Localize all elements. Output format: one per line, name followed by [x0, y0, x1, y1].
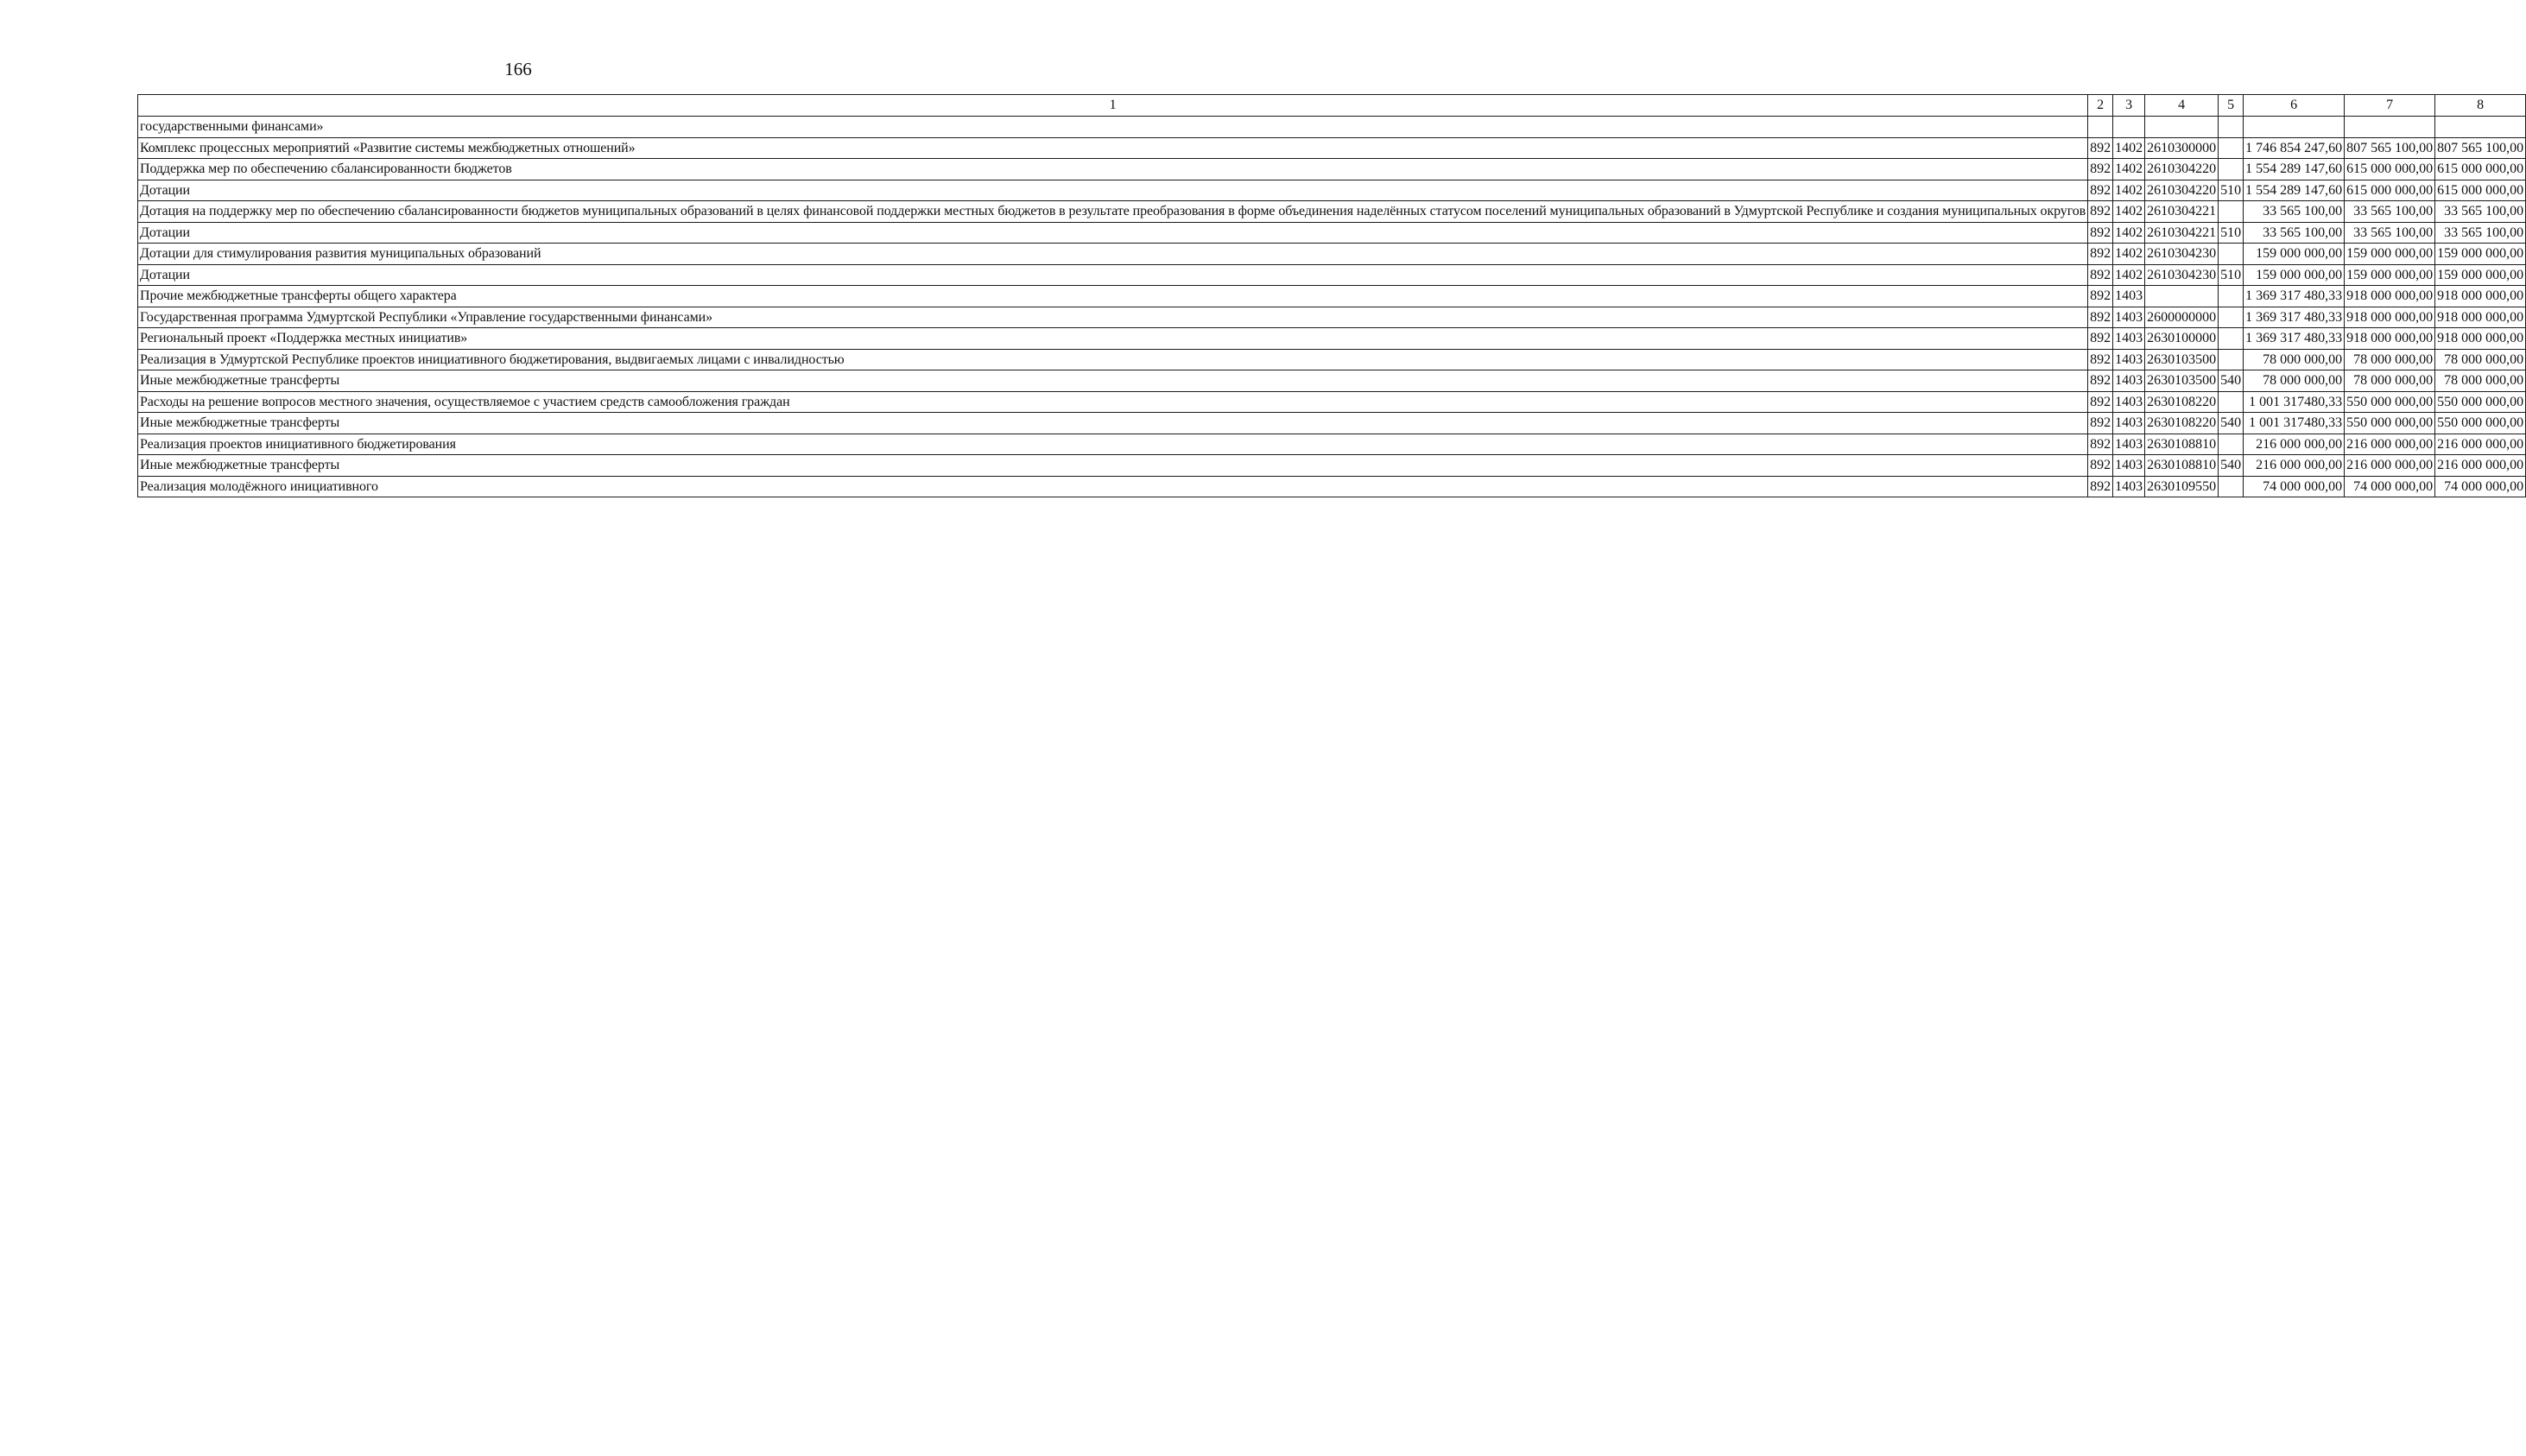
- cell-amount-3: 159 000 000,00: [2435, 264, 2526, 286]
- cell-amount-2: 78 000 000,00: [2345, 349, 2435, 370]
- cell-section-code: 1403: [2113, 476, 2145, 497]
- cell-name: Прочие межбюджетные трансферты общего характера: [138, 286, 2088, 307]
- cell-section-code: 1403: [2113, 434, 2145, 455]
- table-row: [138, 413, 2526, 434]
- cell-section-code: 1402: [2113, 137, 2145, 159]
- cell-amount-3: 78 000 000,00: [2435, 349, 2526, 370]
- cell-amount-1: 1 001 317480,33: [2244, 413, 2345, 434]
- cell-target-code: 2630108810: [2145, 434, 2219, 455]
- cell-target-code: 2610304220: [2145, 159, 2219, 180]
- cell-ministry-code: 892: [2088, 286, 2113, 307]
- cell-name: Государственная программа Удмуртской Республики «Управление государственными финансами»: [138, 307, 2088, 328]
- cell-amount-1: 33 565 100,00: [2244, 201, 2345, 223]
- cell-expense-type: [2219, 328, 2244, 350]
- cell-name: Иные межбюджетные трансферты: [138, 370, 2088, 392]
- header-col-3: 3: [2113, 95, 2145, 117]
- cell-amount-1: 1 554 289 147,60: [2244, 159, 2345, 180]
- header-row: [138, 95, 2526, 117]
- cell-target-code: 2610304230: [2145, 244, 2219, 265]
- cell-name: Дотации: [138, 180, 2088, 201]
- cell-section-code: 1403: [2113, 328, 2145, 350]
- cell-amount-3: 74 000 000,00: [2435, 476, 2526, 497]
- cell-amount-1: 74 000 000,00: [2244, 476, 2345, 497]
- cell-amount-2: 216 000 000,00: [2345, 434, 2435, 455]
- cell-section-code: 1402: [2113, 159, 2145, 180]
- cell-name: Дотации для стимулирования развития муниципальных образований: [138, 244, 2088, 265]
- cell-expense-type: [2219, 434, 2244, 455]
- cell-ministry-code: 892: [2088, 476, 2113, 497]
- cell-ministry-code: 892: [2088, 159, 2113, 180]
- cell-name: Иные межбюджетные трансферты: [138, 413, 2088, 434]
- header-col-2: 2: [2088, 95, 2113, 117]
- cell-expense-type: 540: [2219, 455, 2244, 477]
- cell-section-code: 1403: [2113, 307, 2145, 328]
- cell-amount-3: 550 000 000,00: [2435, 391, 2526, 413]
- cell-expense-type: [2219, 244, 2244, 265]
- cell-amount-1: 1 746 854 247,60: [2244, 137, 2345, 159]
- cell-section-code: 1403: [2113, 286, 2145, 307]
- cell-amount-3: 33 565 100,00: [2435, 222, 2526, 244]
- cell-amount-2: 78 000 000,00: [2345, 370, 2435, 392]
- cell-amount-2: 615 000 000,00: [2345, 180, 2435, 201]
- cell-amount-3: 159 000 000,00: [2435, 244, 2526, 265]
- cell-amount-2: 159 000 000,00: [2345, 244, 2435, 265]
- cell-amount-2: 33 565 100,00: [2345, 222, 2435, 244]
- cell-section-code: 1403: [2113, 413, 2145, 434]
- table-row: [138, 180, 2526, 201]
- table-row: [138, 286, 2526, 307]
- cell-expense-type: [2219, 137, 2244, 159]
- cell-amount-2: 918 000 000,00: [2345, 307, 2435, 328]
- cell-ministry-code: 892: [2088, 222, 2113, 244]
- cell-name: Реализация в Удмуртской Республике проектов инициативного бюджетирования, выдвигаемых лицами с инвалидностью: [138, 349, 2088, 370]
- cell-ministry-code: 892: [2088, 201, 2113, 223]
- cell-section-code: 1403: [2113, 349, 2145, 370]
- cell-target-code: 2630108220: [2145, 413, 2219, 434]
- cell-target-code: 2630103500: [2145, 349, 2219, 370]
- cell-amount-2: 74 000 000,00: [2345, 476, 2435, 497]
- cell-amount-1: 216 000 000,00: [2244, 455, 2345, 477]
- budget-table: [137, 94, 2526, 497]
- cell-amount-2: 33 565 100,00: [2345, 201, 2435, 223]
- cell-amount-3: 918 000 000,00: [2435, 328, 2526, 350]
- header-col-5: 5: [2219, 95, 2244, 117]
- cell-target-code: 2630108220: [2145, 391, 2219, 413]
- cell-expense-type: [2219, 391, 2244, 413]
- cell-section-code: 1402: [2113, 201, 2145, 223]
- cell-amount-2: 615 000 000,00: [2345, 159, 2435, 180]
- cell-amount-1: 78 000 000,00: [2244, 349, 2345, 370]
- cell-amount-3: 550 000 000,00: [2435, 413, 2526, 434]
- cell-name: Реализация проектов инициативного бюджетирования: [138, 434, 2088, 455]
- cell-amount-1: 1 001 317480,33: [2244, 391, 2345, 413]
- cell-name: Дотация на поддержку мер по обеспечению сбалансированности бюджетов муниципальных образований в целях финансовой поддержки местных бюджетов в результате преобразования в форме объединения наделённых статусом поселений муниципальных образований в Удмуртской Республике и создания муниципальных округов: [138, 201, 2088, 223]
- cell-target-code: 2610300000: [2145, 137, 2219, 159]
- cell-target-code: 2630100000: [2145, 328, 2219, 350]
- cell-amount-2: 216 000 000,00: [2345, 455, 2435, 477]
- cell-amount-1: 78 000 000,00: [2244, 370, 2345, 392]
- cell-name: Дотации: [138, 222, 2088, 244]
- cell-amount-1: 1 369 317 480,33: [2244, 307, 2345, 328]
- cell-amount-3: 918 000 000,00: [2435, 286, 2526, 307]
- cell-amount-2: 918 000 000,00: [2345, 286, 2435, 307]
- cell-amount-1: [2244, 117, 2345, 138]
- cell-section-code: 1402: [2113, 222, 2145, 244]
- cell-amount-3: 216 000 000,00: [2435, 455, 2526, 477]
- cell-amount-2: 807 565 100,00: [2345, 137, 2435, 159]
- cell-amount-2: 918 000 000,00: [2345, 328, 2435, 350]
- table-row: [138, 222, 2526, 244]
- cell-ministry-code: 892: [2088, 244, 2113, 265]
- cell-ministry-code: [2088, 117, 2113, 138]
- cell-expense-type: [2219, 307, 2244, 328]
- page-number: 166: [504, 59, 532, 79]
- cell-ministry-code: 892: [2088, 137, 2113, 159]
- cell-amount-2: [2345, 117, 2435, 138]
- cell-target-code: 2610304221: [2145, 201, 2219, 223]
- cell-amount-2: 159 000 000,00: [2345, 264, 2435, 286]
- cell-amount-3: 216 000 000,00: [2435, 434, 2526, 455]
- cell-target-code: 2610304230: [2145, 264, 2219, 286]
- cell-ministry-code: 892: [2088, 180, 2113, 201]
- header-col-1: 1: [138, 95, 2088, 117]
- cell-amount-3: 807 565 100,00: [2435, 137, 2526, 159]
- header-col-8: 8: [2435, 95, 2526, 117]
- cell-section-code: 1403: [2113, 455, 2145, 477]
- cell-target-code: 2610304221: [2145, 222, 2219, 244]
- cell-name: государственными финансами»: [138, 117, 2088, 138]
- cell-name: Региональный проект «Поддержка местных инициатив»: [138, 328, 2088, 350]
- table-body: [138, 117, 2526, 497]
- table-row: [138, 137, 2526, 159]
- cell-section-code: 1402: [2113, 264, 2145, 286]
- cell-expense-type: [2219, 159, 2244, 180]
- cell-expense-type: 510: [2219, 264, 2244, 286]
- cell-expense-type: [2219, 476, 2244, 497]
- table-row: [138, 391, 2526, 413]
- cell-expense-type: [2219, 286, 2244, 307]
- table-row: [138, 117, 2526, 138]
- cell-amount-1: 216 000 000,00: [2244, 434, 2345, 455]
- cell-amount-1: 1 554 289 147,60: [2244, 180, 2345, 201]
- cell-amount-3: 33 565 100,00: [2435, 201, 2526, 223]
- cell-ministry-code: 892: [2088, 391, 2113, 413]
- cell-name: Поддержка мер по обеспечению сбалансированности бюджетов: [138, 159, 2088, 180]
- table-row: [138, 307, 2526, 328]
- table-row: [138, 434, 2526, 455]
- cell-ministry-code: 892: [2088, 349, 2113, 370]
- cell-amount-2: 550 000 000,00: [2345, 413, 2435, 434]
- table-row: [138, 244, 2526, 265]
- cell-ministry-code: 892: [2088, 264, 2113, 286]
- cell-section-code: 1402: [2113, 180, 2145, 201]
- header-col-6: 6: [2244, 95, 2345, 117]
- cell-amount-3: 615 000 000,00: [2435, 159, 2526, 180]
- cell-name: Комплекс процессных мероприятий «Развитие системы межбюджетных отношений»: [138, 137, 2088, 159]
- table-row: [138, 370, 2526, 392]
- cell-amount-3: 615 000 000,00: [2435, 180, 2526, 201]
- cell-amount-3: 78 000 000,00: [2435, 370, 2526, 392]
- header-col-7: 7: [2345, 95, 2435, 117]
- cell-target-code: 2630109550: [2145, 476, 2219, 497]
- table-row: [138, 328, 2526, 350]
- cell-target-code: [2145, 286, 2219, 307]
- cell-ministry-code: 892: [2088, 455, 2113, 477]
- cell-amount-1: 1 369 317 480,33: [2244, 286, 2345, 307]
- cell-section-code: 1403: [2113, 391, 2145, 413]
- cell-expense-type: 510: [2219, 180, 2244, 201]
- cell-amount-1: 159 000 000,00: [2244, 264, 2345, 286]
- cell-expense-type: [2219, 117, 2244, 138]
- cell-target-code: 2610304220: [2145, 180, 2219, 201]
- cell-target-code: [2145, 117, 2219, 138]
- cell-target-code: 2630103500: [2145, 370, 2219, 392]
- cell-target-code: 2630108810: [2145, 455, 2219, 477]
- cell-ministry-code: 892: [2088, 328, 2113, 350]
- cell-amount-3: 918 000 000,00: [2435, 307, 2526, 328]
- cell-amount-1: 159 000 000,00: [2244, 244, 2345, 265]
- cell-section-code: 1403: [2113, 370, 2145, 392]
- cell-amount-1: 33 565 100,00: [2244, 222, 2345, 244]
- cell-amount-2: 550 000 000,00: [2345, 391, 2435, 413]
- cell-section-code: 1402: [2113, 244, 2145, 265]
- cell-name: Расходы на решение вопросов местного значения, осуществляемое с участием средств самообложения граждан: [138, 391, 2088, 413]
- table-row: [138, 159, 2526, 180]
- cell-ministry-code: 892: [2088, 370, 2113, 392]
- cell-ministry-code: 892: [2088, 434, 2113, 455]
- table-row: [138, 349, 2526, 370]
- cell-name: Реализация молодёжного инициативного: [138, 476, 2088, 497]
- cell-section-code: [2113, 117, 2145, 138]
- table-row: [138, 201, 2526, 223]
- cell-name: Иные межбюджетные трансферты: [138, 455, 2088, 477]
- header-col-4: 4: [2145, 95, 2219, 117]
- cell-amount-1: 1 369 317 480,33: [2244, 328, 2345, 350]
- table-row: [138, 264, 2526, 286]
- cell-ministry-code: 892: [2088, 413, 2113, 434]
- cell-target-code: 2600000000: [2145, 307, 2219, 328]
- cell-expense-type: [2219, 201, 2244, 223]
- cell-expense-type: 540: [2219, 413, 2244, 434]
- cell-expense-type: 540: [2219, 370, 2244, 392]
- table-row: [138, 455, 2526, 477]
- table-row: [138, 476, 2526, 497]
- cell-expense-type: 510: [2219, 222, 2244, 244]
- cell-expense-type: [2219, 349, 2244, 370]
- cell-name: Дотации: [138, 264, 2088, 286]
- cell-amount-3: [2435, 117, 2526, 138]
- cell-ministry-code: 892: [2088, 307, 2113, 328]
